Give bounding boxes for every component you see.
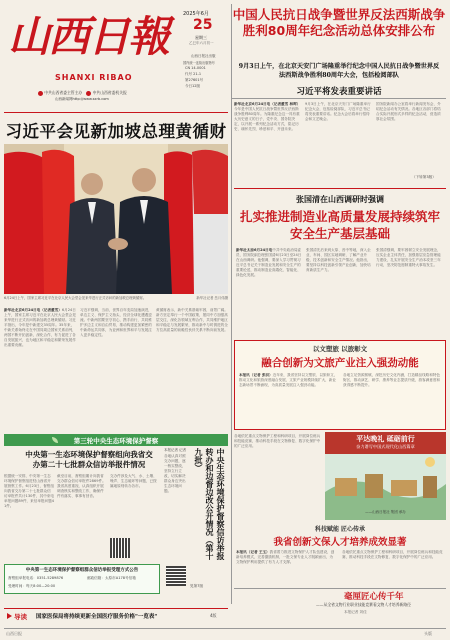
cn-code: CN 14-0001 [185,66,206,70]
date-weekday: 星期三 [195,35,207,40]
talent-headline[interactable]: 我省创新文保人才培养成效显著 [273,537,407,548]
photo-caption [4,296,228,301]
guide-text: 国家医保局将持续更新全国医疗服务价格"一览表" [36,614,158,620]
qr-code-icon-2[interactable] [166,566,186,586]
lead-top-rule [4,112,228,113]
body: 今年是中国人民抗日战争暨世界反法西斯战争胜利80周年。为隆重纪念这一具有重大历史意义的日子，党中央、国务院决定，以开展一系列纪念活动方式，铭记历史、缅怀先烈、珍爱和平、开创未来。 [234,107,300,131]
party-emblem-icon-2 [86,91,91,96]
lead-dateline: 新华社北京6月24日电（记者董雪） [4,308,62,312]
eco-side-label: 本报记者 记者 [164,448,187,452]
postal-code: 代号 21-1 [185,72,202,76]
culture-headline[interactable]: 融合创新为文旅产业注入强劲动能 [261,357,419,369]
culture-dateline: 本报讯（记者 张羽） [239,373,273,377]
footer-page: 头版 [424,631,432,636]
issue-number: 第27601号 [185,78,204,82]
date-month: 2025年6月 [183,11,209,17]
second-top-rule [234,188,446,189]
top-right-col-2: 9月3日上午，在北京天安门广场隆重举行纪念大会，包括检阅部队，习近平总书记将发表重要讲话。纪念大会后将举行招待会和文艺晚会。 [305,102,371,121]
caption-text: 6月24日上午，国家主席习近平在北京人民大会堂会见来华进行正式访问的新加坡总理黄循财。 [4,296,147,300]
talent-dateline: 本报讯（记者 王玉） [236,550,270,554]
divider [232,98,446,99]
qr-code-icon[interactable] [110,538,130,558]
photo-credit: 新华社记者 岳月伟摄 [196,296,228,300]
page-count: 今日12版 [185,84,200,88]
top-right-subtitle: 9月3日上午，在北京天安门广场隆重举行纪念中国人民抗日战争暨世界反法西斯战争胜利80周年大会，包括检阅部队 [238,63,440,79]
footer-bar [4,628,446,638]
footer-label: 山西日报 [6,631,22,636]
lead-body-1: 6月24日上午，国家主席习近平在北京人民大会堂会见来华进行正式访问的新加坡总理黄循财。习近平指出，今年是中新建交35周年。35年来，中新关系始终走在中国同周边国家关系前列，两国不断开拓创新，深化合作，有力促进了各自发展振兴，也为地区和平稳定和繁荣发展作出重要贡献。 [4,308,76,347]
lead-col-1 [4,308,76,423]
sponsor-text-2: 中共山西省委机关报 [92,90,127,95]
website[interactable]: 山西新闻网http://www.sxrb.com [55,97,109,101]
mail-address: 太原市A178号信箱 [104,576,136,580]
culture-kicker: 以文塑旅 以旅彰文 [312,345,368,353]
eco-vertical-title[interactable]: 中央生态环境保护督察信访举报转办和边督边改公开情况（第十九批） [194,448,225,560]
party-emblem-icon [38,91,43,96]
mail-label: 邮政信箱： [87,576,105,580]
lead-col-3: 黄循财表示，新中关系基础牢固，前景广阔。新方坚定奉行一个中国政策，愿同中方加强高层交往，深化各领域互利合作，共同维护地区和平稳定与发展繁荣，推动新中与时俱进的全方位高质量的前瞻性伙伴关系不断向前发展。 [156,308,228,332]
eco-section [4,434,228,606]
second-story [234,188,446,338]
column-divider [231,4,232,604]
cn-code-label: 国内统一连续出版物号 [183,61,215,65]
date-day: 25 [193,17,213,33]
eco-col-3: 交办件涉及大气、水、土壤、噪声、生态破坏等问题，已按属地原则转办各市。 [110,474,157,488]
talent-story-main [234,524,446,586]
guide-arrow-icon [7,613,12,619]
talent-body-1: 我省着力推进文物保护人才队伍建设，创新培养模式，完善激励机制，一批文保专业人才脱颖而出，为文物保护利用提供了有力人才支撑。 [236,550,335,564]
newspaper-logo: 山西日報 [8,12,169,61]
eco-side-note[interactable]: 见第7版 [190,584,204,588]
notice-mail [87,576,136,581]
talent-story [234,432,322,522]
second-kicker: 张国清在山西调研时强调 [296,194,384,204]
eco-col-1: 根据统一安排，中央第一生态环境保护督察组进驻山西省开展督察工作。6月23日，督察组向我省交办第二十七批群众信访举报件共计130件，其中来电举报问题89件，来信举报问题41件。 [4,474,54,508]
notice-phone [8,576,63,581]
notice-hours: 受理时间：每天8:00—20:00 [8,584,56,588]
second-body-1: 中共中央政治局委员、国务院副总理张国清6月23日至24日在山西调研。他强调，要深入学习贯彻习近平总书记关于制造业发展和安全生产的重要论述，推动制造业高端化、智能化、绿色化发展。 [236,248,302,277]
craft-byline: 本报记者 刘佳 [344,610,367,614]
talent-col-1 [236,550,336,584]
notice-title: 中央第一生态环境保护督察组群众信访举报受理方式公告 [25,568,139,573]
craft-divider [234,588,446,589]
dateline: 新华社北京6月24日电（记者董雪 林晖） [234,102,301,106]
culture-body-1: 近年来，我省坚持以文塑旅、以旅彰文，推动文化和旅游深度融合发展，文旅产业规模持续扩大，新业态新场景不断涌现，为高质量发展注入强劲动能。 [239,373,338,387]
second-col-1 [236,248,302,336]
talent-kicker: 科技赋能 匠心传承 [314,526,366,533]
publisher: 山西日报社出版 [191,54,216,58]
lead-col-2: 习近平强调，当前，世界百年变局加速演进，单边主义、保护主义抬头，经济全球化遭遇逆流。中新两国要坚守初心，携手前行，共同维护多边主义和自由贸易，推动构建更加紧密的中新命运共同体，为亚洲和世界和平与发展注入更多稳定性。 [80,308,152,337]
lead-headline[interactable]: 习近平会见新加坡总理黄循财 [5,122,227,141]
second-headline[interactable]: 扎实推进制造业高质量发展持续筑牢安全生产基层基础 [240,209,441,241]
top-right-story [232,4,446,184]
phone-number[interactable]: 0351-5289876 [36,576,64,580]
newspaper-pinyin: SHANXI RIBAO [55,73,133,82]
eco-side-text: 各地认真对照交办问题，逐一核实整改，坚持立行立改，切实解决群众身边突出生态环境问题。 [164,454,186,493]
sponsor-text: 中共山西省委主管主办 [44,90,83,95]
guide-page: 4版 [210,613,217,618]
eco-side [164,448,228,562]
second-col-3: 张国清强调，要牢固树立安全发展理念，压实企业主体责任，加强基层应急管理能力建设，扎实开展安全生产治本攻坚三年行动，坚决防范遏制重特大事故发生。 [376,248,441,267]
eco-headline[interactable]: 中央第一生态环境保护督察组向我省交办第二十七批群众信访举报件情况 [25,450,153,469]
top-right-headline[interactable]: 中国人民抗日战争暨世界反法西斯战争胜利80周年纪念活动总体安排公布 [232,7,446,38]
culture-col-2: 各地立足资源禀赋，深挖历史文化内涵，打造精品线路和特色街区，推动演艺、研学、康养等业态提质升级，游客满意度和获得感不断提升。 [343,373,441,387]
lead-photo [4,144,228,294]
top-right-col-3: 国务院新闻办公室将举行新闻发布会，介绍纪念活动有关情况。各地区各部门将结合实际开展形式多样的纪念活动，营造浓厚社会氛围。 [376,102,441,121]
eco-notice [4,564,160,594]
lead-story [4,112,228,432]
eco-band [4,434,228,446]
talent-col-2: 各地依托重点文物保护工程和科研项目，开展岗位练兵和技能竞赛，推动科技手段在文物修复、数字化保护中的广泛应用。 [342,550,443,559]
date-lunar: 乙巳年六月初一 [189,41,214,45]
sponsor-line [38,90,127,96]
eco-band-text: 第三轮中央生态环境保护督察 [73,437,159,445]
second-dateline: 新华社太原6月24日电 [236,248,273,252]
promo-banner [325,432,446,520]
eco-col-2: 截至目前，督察组累计向我省交办群众信访举报件2869件。我省高度重视，认真组织开展调查核实和整改工作，确保件件有落实、事事有回音。 [57,474,106,498]
banner-line-3: ——山西日报社 集团 承办 [365,510,406,514]
second-col-2: 张国清先后来到太原、晋中等地，深入企业、车间、园区实地调研，了解产业升级、技术创新和安全生产情况。他指出，要坚持以科技创新引领产业创新，加快培育新质生产力。 [306,248,371,272]
masthead [0,0,230,110]
top-right-col-1 [234,102,302,182]
talent-left-col: 各地依托重点文物保护工程和科研项目，开展岗位练兵和技能竞赛，推动科技手段在文物修复、数字化保护中的广泛应用。 [234,434,321,448]
craft-story [234,588,446,628]
guide-label: 导读 [14,613,27,621]
phone-label: 督察组举报电话： [8,576,37,580]
craft-headline[interactable]: 毫厘匠心传千年 [344,592,404,602]
banner-slogan: 平达晚礼 砥砺前行 [356,435,415,443]
culture-col-1 [239,373,339,428]
masthead-date-box [183,10,228,100]
banner-line-2: 奋力谱写中国式现代化山西篇章 [356,444,415,449]
top-right-subtitle-2: 习近平将发表重要讲话 [296,87,382,97]
culture-story [234,340,446,430]
guide-bar[interactable] [4,608,228,622]
craft-subtitle: ——从全省文物行业职业技能竞赛看文物人才培养新路径 [316,602,411,607]
continue-note[interactable]: （下转第3版） [412,175,436,179]
